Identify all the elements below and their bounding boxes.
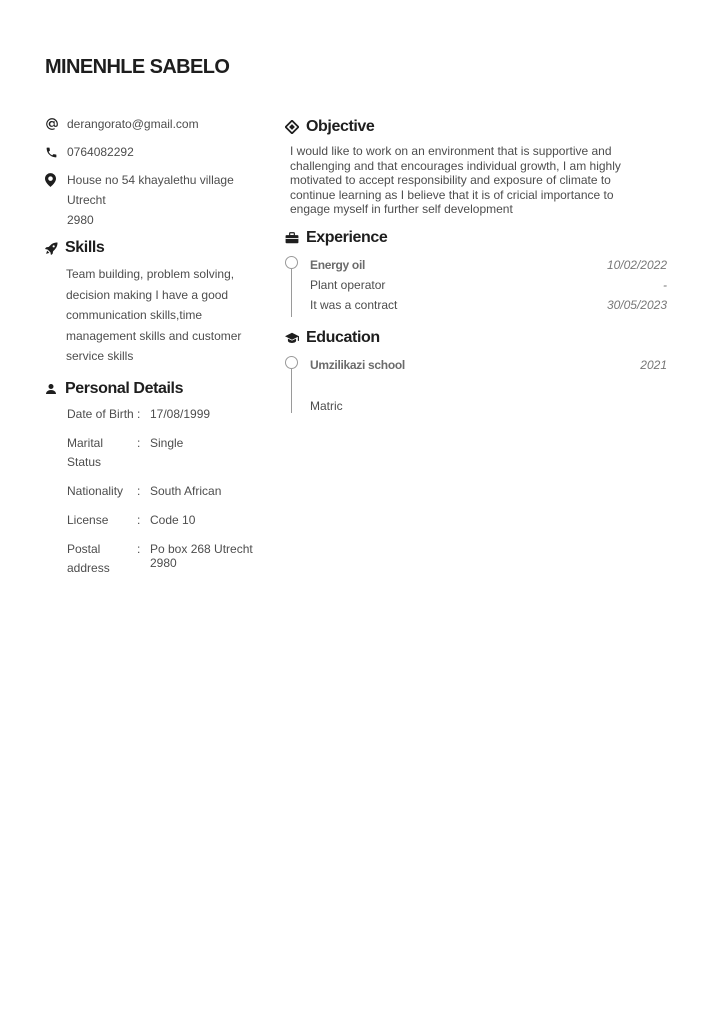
start-date: 10/02/2022 — [606, 257, 667, 272]
personal-details-title: Personal Details — [65, 379, 184, 397]
pd-row-postal — [67, 540, 275, 578]
pd-separator: : — [137, 541, 141, 556]
job-note: It was a contract — [310, 297, 398, 312]
education-title: Education — [306, 328, 380, 346]
experience-heading — [285, 227, 670, 249]
graduation-year: 2021 — [640, 357, 667, 372]
pd-key: Marital Status — [67, 435, 104, 469]
skills-title: Skills — [65, 239, 105, 256]
pd-value: South African — [150, 483, 222, 498]
pd-value: Po box 268 Utrecht 2980 — [150, 541, 253, 570]
contact-address — [45, 170, 275, 230]
pd-key: Postal address — [67, 541, 110, 575]
at-sign-icon — [45, 114, 61, 134]
objective-heading — [285, 116, 670, 138]
right-column — [285, 116, 670, 416]
person-icon — [45, 379, 61, 399]
end-date: 30/05/2023 — [606, 297, 667, 312]
experience-title: Experience — [306, 228, 388, 246]
address-line-2: Utrecht — [67, 193, 106, 207]
timeline-dot — [285, 256, 298, 269]
skills-heading — [45, 238, 275, 258]
education-heading — [285, 327, 670, 349]
pd-value: Single — [150, 435, 184, 450]
address-line-1: House no 54 khayalethu village — [67, 173, 234, 187]
personal-details-table — [67, 405, 275, 578]
pd-separator: : — [137, 435, 141, 450]
personal-details-heading — [45, 379, 275, 399]
objective-title: Objective — [306, 118, 375, 135]
experience-timeline — [285, 255, 670, 315]
phone-text: 0764082292 — [67, 145, 134, 159]
objective-text: I would like to work on an environment that is supportive and challenging and that encourages individual growth, I am highly motivated to accept responsibility and exposure of climate to continue learning as I believe that it is of cricial importance to engage myself in further self development — [290, 144, 621, 216]
pd-row-license — [67, 511, 275, 530]
school-name: Umzilikazi school — [310, 357, 405, 372]
contact-phone — [45, 142, 275, 162]
job-role: Plant operator — [310, 277, 386, 292]
rocket-icon — [45, 238, 61, 258]
timeline-line — [291, 269, 292, 317]
pd-separator: : — [137, 512, 141, 527]
contact-email — [45, 114, 275, 134]
date-dash: - — [663, 277, 667, 292]
pd-key: Nationality — [67, 483, 124, 498]
skills-text: Team building, problem solving, decision making I have a good communication skills,time management skills and customer service skills — [66, 267, 242, 363]
pd-row-dob — [67, 405, 275, 424]
phone-icon — [45, 142, 61, 162]
pd-row-nationality — [67, 482, 275, 501]
diamond-icon — [285, 116, 301, 138]
address-text — [67, 170, 275, 230]
pd-value: Code 10 — [150, 512, 196, 527]
pd-value: 17/08/1999 — [150, 406, 211, 421]
map-pin-icon — [45, 170, 61, 190]
address-line-3: 2980 — [67, 213, 94, 227]
timeline-line — [291, 369, 292, 413]
left-column — [45, 114, 275, 588]
pd-key: Date of Birth — [67, 406, 134, 421]
timeline-dot — [285, 356, 298, 369]
qualification: Matric — [310, 398, 343, 413]
education-timeline — [285, 355, 670, 416]
experience-entry — [285, 255, 670, 315]
pd-row-marital — [67, 434, 275, 472]
graduation-cap-icon — [285, 327, 301, 349]
company-name: Energy oil — [310, 257, 366, 272]
briefcase-icon — [285, 227, 301, 249]
education-entry — [285, 355, 670, 416]
pd-separator: : — [137, 406, 141, 421]
pd-key: License — [67, 512, 109, 527]
pd-separator: : — [137, 483, 141, 498]
resume-name: MINENHLE SABELO — [45, 56, 230, 78]
email-text: derangorato@gmail.com — [67, 117, 199, 131]
